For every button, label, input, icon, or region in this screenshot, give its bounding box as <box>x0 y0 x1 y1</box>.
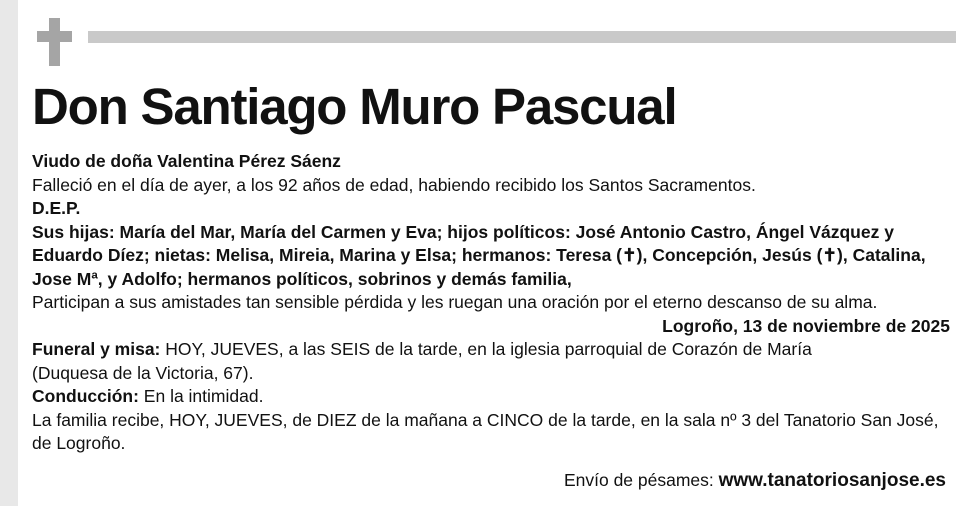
left-decorative-band <box>0 0 18 506</box>
funeral-address-line: (Duquesa de la Victoria, 67). <box>32 362 254 383</box>
place-date-line: Logroño, 13 de noviembre de 2025 <box>662 315 950 336</box>
cross-icon <box>34 18 74 66</box>
cross-vertical-bar <box>49 18 60 66</box>
deceased-name: Don Santiago Muro Pascual <box>32 78 677 135</box>
funeral-line <box>32 338 950 362</box>
family-receives-line-2: de Logroño. <box>32 433 126 453</box>
condolences-label: Envío de pésames: <box>563 470 719 490</box>
funeral-label: Funeral y misa: <box>32 339 161 359</box>
condolences-website[interactable]: www.tanatoriosanjose.es <box>718 470 946 491</box>
notice-content <box>32 78 950 456</box>
cross-horizontal-bar <box>37 31 72 42</box>
condolences-footer <box>32 469 946 492</box>
dep-line: D.E.P. <box>32 198 81 218</box>
participate-line: Participan a sus amistades tan sensible pérdida y les ruegan una oración por el eterno descanso de su alma. <box>32 292 878 312</box>
funeral-text: HOY, JUEVES, a las SEIS de la tarde, en la iglesia parroquial de Corazón de María <box>160 339 812 359</box>
conduccion-text: En la intimidad. <box>138 386 264 406</box>
conduccion-line <box>32 385 950 409</box>
conduccion-label: Conducción: <box>32 386 139 406</box>
notice-header <box>18 0 968 78</box>
death-line: Falleció en el día de ayer, a los 92 años de edad, habiendo recibido los Santos Sacramentos. <box>32 174 756 195</box>
header-rule <box>88 31 956 43</box>
family-receives-line-1: La familia recibe, HOY, JUEVES, de DIEZ de la mañana a CINCO de la tarde, en la sala nº 3 del Tanatorio San José, <box>32 409 939 430</box>
family-line: Sus hijas: María del Mar, María del Carmen y Eva; hijos políticos: José Antonio Castro, Ángel Vázquez y Eduardo Díez; nietas: Melisa, Mireia, Marina y Elsa; hermanos: Teresa (✝), Concepción, Jesús (✝), Catalina, Jose Mª, y Adolfo; hermanos políticos, sobrinos y demás familia, <box>32 221 926 289</box>
notice-body <box>32 150 950 456</box>
spouse-line: Viudo de doña Valentina Pérez Sáenz <box>32 151 341 171</box>
